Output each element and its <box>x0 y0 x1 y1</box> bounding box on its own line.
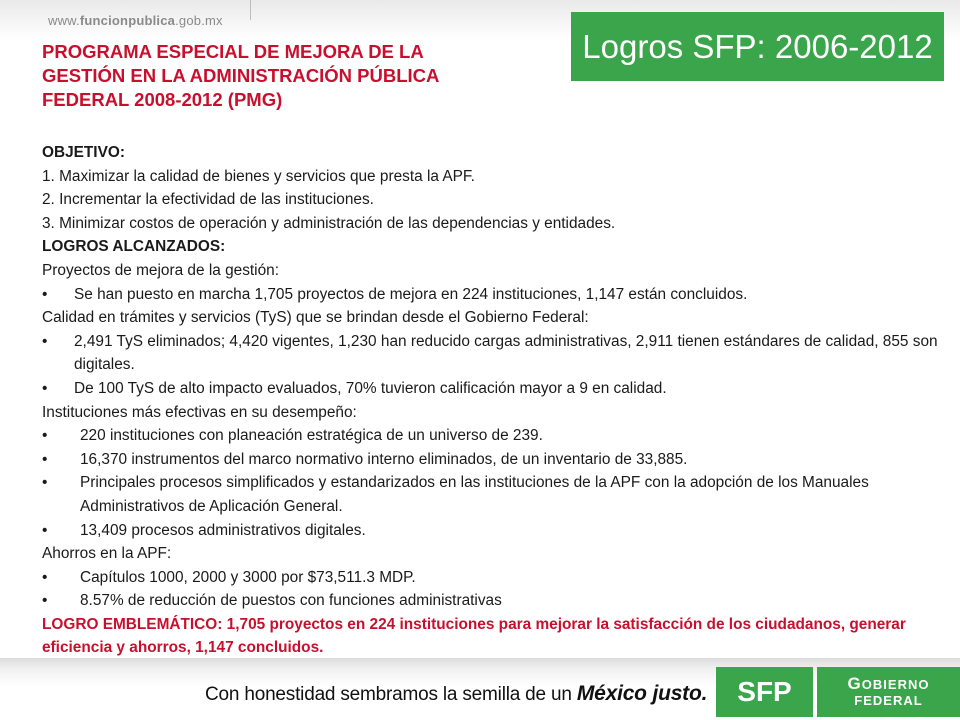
gobierno-federal-logo: GOBIERNO FEDERAL <box>817 667 960 717</box>
slide-title: Logros SFP: 2006-2012 <box>582 27 933 65</box>
bullet-item: • Principales procesos simplificados y estandarizados en las instituciones de la APF con la adopción de los Manuales Administrativos de Aplicación General. <box>42 471 942 518</box>
bullet-icon: • <box>42 592 48 610</box>
program-heading <box>42 40 542 112</box>
slide-body <box>42 141 942 660</box>
bullet-icon: • <box>42 285 48 303</box>
bullet-item: • De 100 TyS de alto impacto evaluados, 70% tuvieron calificación mayor a 9 en calidad. <box>42 377 942 401</box>
header-divider <box>250 0 251 20</box>
objetivo-item: 2. Incrementar la efectividad de las instituciones. <box>42 191 374 209</box>
section-label: Calidad en trámites y servicios (TyS) que se brindan desde el Gobierno Federal: <box>42 309 589 327</box>
objetivo-item: 1. Maximizar la calidad de bienes y servicios que presta la APF. <box>42 167 475 185</box>
bullet-icon: • <box>42 450 48 468</box>
section-label: Instituciones más efectivas en su desempeño: <box>42 403 357 421</box>
bullet-icon: • <box>42 427 48 445</box>
bullet-item: • Se han puesto en marcha 1,705 proyectos de mejora en 224 instituciones, 1,147 están concluidos. <box>42 283 942 307</box>
bullet-item: • 220 instituciones con planeación estratégica de un universo de 239. <box>42 424 942 448</box>
bullet-icon: • <box>42 474 48 492</box>
logros-label: LOGROS ALCANZADOS: <box>42 238 226 256</box>
footer-slogan: Con honestidad sembramos la semilla de un México justo. <box>205 682 708 705</box>
slide-title-box <box>571 12 944 81</box>
bullet-icon: • <box>42 332 48 350</box>
heading-line: GESTIÓN EN LA ADMINISTRACIÓN PÚBLICA <box>42 65 440 86</box>
section-label: Ahorros en la APF: <box>42 545 172 563</box>
bullet-item: • 2,491 TyS eliminados; 4,420 vigentes, 1,230 han reducido cargas administrativas, 2,911 tienen estándares de calidad, 855 son digitales. <box>42 330 942 377</box>
bullet-item: • 8.57% de reducción de puestos con funciones administrativas <box>42 589 942 613</box>
bullet-icon: • <box>42 521 48 539</box>
bullet-item: • 13,409 procesos administrativos digitales. <box>42 519 942 543</box>
bullet-item: • Capítulos 1000, 2000 y 3000 por $73,511.3 MDP. <box>42 566 942 590</box>
objetivo-item: 3. Minimizar costos de operación y administración de las dependencias y entidades. <box>42 214 616 232</box>
heading-line: PROGRAMA ESPECIAL DE MEJORA DE LA <box>42 41 424 62</box>
objetivo-label: OBJETIVO: <box>42 144 125 161</box>
section-label: Proyectos de mejora de la gestión: <box>42 261 279 279</box>
bullet-item: • 16,370 instrumentos del marco normativo interno eliminados, de un inventario de 33,885. <box>42 448 942 472</box>
logro-emblematico: LOGRO EMBLEMÁTICO: 1,705 proyectos en 224 instituciones para mejorar la satisfacción de los ciudadanos, generar eficiencia y ahorros, 1,147 concluidos. <box>42 615 906 657</box>
website-url: www.funcionpublica.gob.mx <box>48 13 223 28</box>
bullet-icon: • <box>42 379 48 397</box>
bullet-icon: • <box>42 568 48 586</box>
heading-line: FEDERAL 2008-2012 (PMG) <box>42 89 283 110</box>
sfp-logo: SFP <box>716 667 813 717</box>
